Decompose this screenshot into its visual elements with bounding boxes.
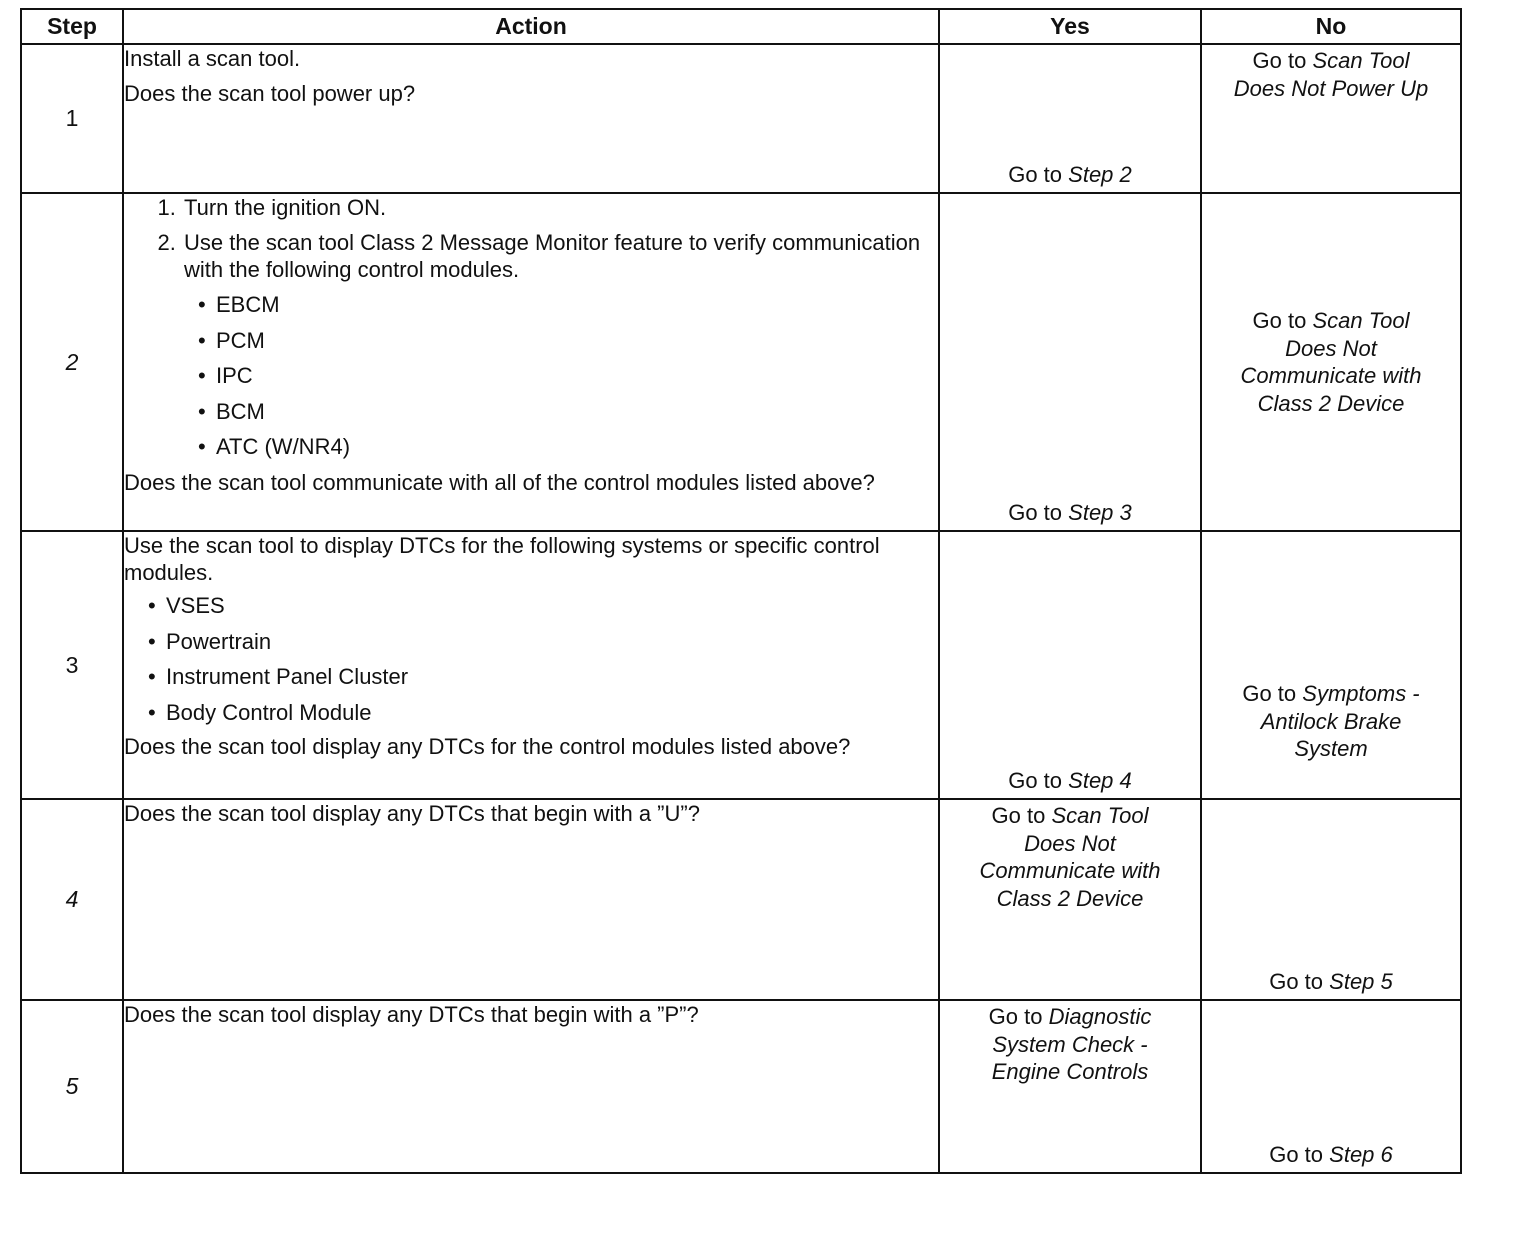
procedure-link[interactable]: Does Not — [1285, 335, 1377, 361]
list-item: • BCM — [216, 398, 938, 425]
action-cell — [123, 44, 939, 193]
procedure-link[interactable]: Scan Tool — [1312, 308, 1410, 333]
header-no: No — [1201, 9, 1461, 44]
no-goto: Go to Scan Tool Does Not Power Up — [1233, 48, 1429, 101]
step-link[interactable]: Step 5 — [1329, 968, 1393, 994]
step-number: 5 — [21, 1000, 123, 1173]
action-text: Use the scan tool to display DTCs for the following systems or specific control modules. — [124, 533, 880, 585]
yes-goto: Go to Diagnostic System Check - Engine Controls — [988, 1004, 1152, 1084]
header-action: Action — [123, 9, 939, 44]
module-list — [124, 291, 938, 460]
action-question: Does the scan tool power up? — [124, 81, 416, 106]
yes-goto: Go to Step 2 — [1008, 161, 1132, 187]
numbered-list — [124, 194, 938, 283]
procedure-link[interactable]: Symptoms - — [1302, 681, 1420, 706]
procedure-link[interactable]: System Check - — [992, 1031, 1148, 1057]
list-item: • Instrument Panel Cluster — [166, 663, 938, 690]
no-cell — [1201, 1000, 1461, 1173]
procedure-link[interactable]: Communicate with — [1240, 363, 1422, 388]
procedure-link[interactable]: Does Not Power Up — [1233, 75, 1429, 101]
step-number: 1 — [21, 44, 123, 193]
procedure-link[interactable]: Class 2 Device — [996, 885, 1144, 911]
procedure-link[interactable]: Does Not — [1024, 830, 1116, 856]
no-cell — [1201, 799, 1461, 1000]
list-item: • PCM — [216, 327, 938, 354]
procedure-link[interactable]: Communicate with — [979, 858, 1161, 883]
procedure-link[interactable]: Class 2 Device — [1257, 390, 1405, 416]
no-cell — [1201, 44, 1461, 193]
step-number: 3 — [21, 531, 123, 799]
procedure-link[interactable]: System — [1294, 736, 1368, 761]
action-cell — [123, 531, 939, 799]
no-goto: Go to Scan Tool Does Not Communicate with Class 2 Device — [1240, 308, 1422, 416]
table-row — [21, 44, 1461, 193]
table-row — [21, 799, 1461, 1000]
action-question: Does the scan tool display any DTCs that begin with a ”U”? — [124, 801, 700, 826]
yes-cell — [939, 799, 1201, 1000]
yes-cell — [939, 44, 1201, 193]
header-yes: Yes — [939, 9, 1201, 44]
procedure-link[interactable]: Engine Controls — [991, 1059, 1149, 1084]
step-number: 2 — [21, 193, 123, 531]
step-link[interactable]: Step 2 — [1068, 161, 1132, 187]
step-link[interactable]: Step 4 — [1068, 767, 1132, 793]
header-step: Step — [21, 9, 123, 44]
list-item: • VSES — [166, 592, 938, 619]
action-cell — [123, 1000, 939, 1173]
procedure-link[interactable]: Antilock Brake — [1260, 708, 1402, 734]
list-item: • EBCM — [216, 291, 938, 318]
step-number: 4 — [21, 799, 123, 1000]
yes-cell — [939, 531, 1201, 799]
yes-goto: Go to Scan Tool Does Not Communicate with Class 2 Device — [979, 803, 1161, 911]
no-cell — [1201, 193, 1461, 531]
yes-cell — [939, 193, 1201, 531]
table-row — [21, 193, 1461, 531]
action-question: Does the scan tool communicate with all of the control modules listed above? — [124, 470, 875, 496]
yes-cell — [939, 1000, 1201, 1173]
header-row — [21, 9, 1461, 44]
no-goto: Go to Step 5 — [1269, 968, 1393, 994]
system-list — [124, 592, 938, 726]
no-cell — [1201, 531, 1461, 799]
table-row — [21, 1000, 1461, 1173]
list-item: • Powertrain — [166, 628, 938, 655]
list-item: 1. Turn the ignition ON. — [182, 194, 938, 221]
procedure-link[interactable]: Scan Tool — [1312, 48, 1410, 73]
no-goto: Go to Symptoms - Antilock Brake System — [1242, 681, 1420, 761]
action-cell — [123, 799, 939, 1000]
list-item: • ATC (W/NR4) — [216, 433, 938, 460]
step-link[interactable]: Step 3 — [1068, 499, 1132, 525]
step-link[interactable]: Step 6 — [1329, 1141, 1393, 1167]
list-item: 2. Use the scan tool Class 2 Message Monitor feature to verify communication with the following control modules. — [182, 229, 938, 283]
procedure-link[interactable]: Diagnostic — [1048, 1004, 1152, 1029]
yes-goto: Go to Step 4 — [1008, 767, 1132, 793]
diagnostic-table — [20, 8, 1462, 1174]
action-question: Does the scan tool display any DTCs for the control modules listed above? — [124, 734, 851, 760]
yes-goto: Go to Step 3 — [1008, 499, 1132, 525]
action-cell — [123, 193, 939, 531]
list-item: • Body Control Module — [166, 699, 938, 726]
action-question: Does the scan tool display any DTCs that begin with a ”P”? — [124, 1002, 699, 1027]
no-goto: Go to Step 6 — [1269, 1141, 1393, 1167]
list-item: • IPC — [216, 362, 938, 389]
procedure-link[interactable]: Scan Tool — [1051, 803, 1149, 828]
action-text: Install a scan tool. — [124, 46, 301, 71]
table-row — [21, 531, 1461, 799]
